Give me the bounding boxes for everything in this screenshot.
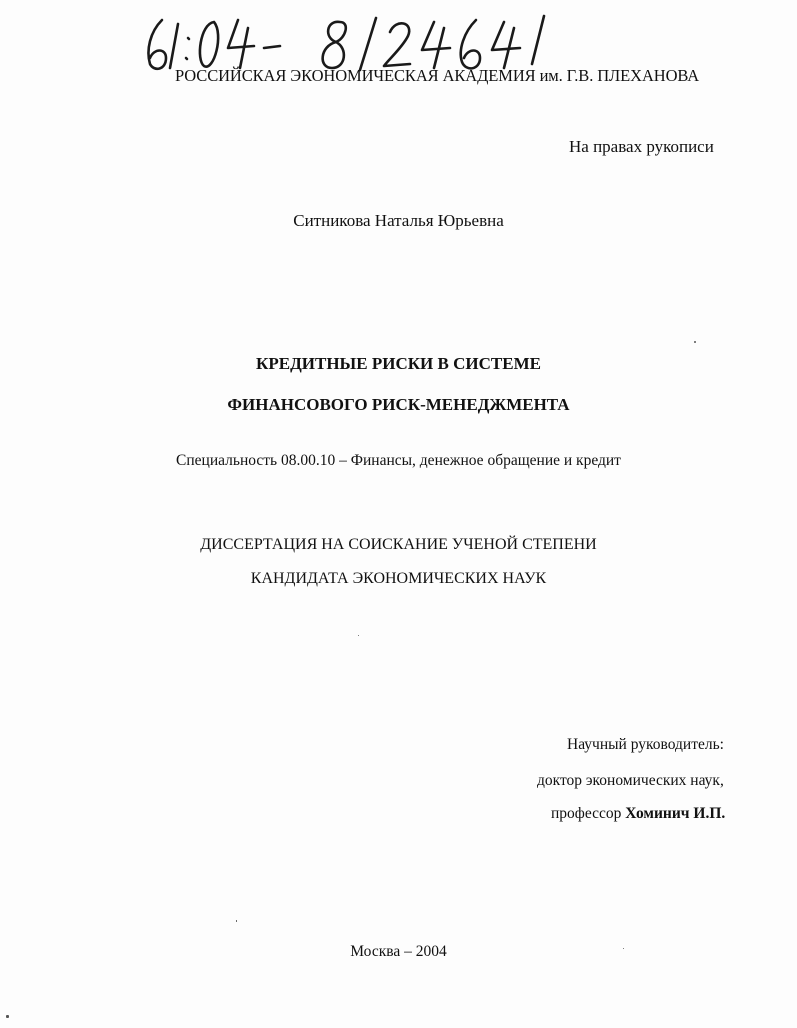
dissertation-degree-line-2: КАНДИДАТА ЭКОНОМИЧЕСКИХ НАУК [250, 570, 547, 587]
supervisor-title-prefix: профессор [551, 805, 622, 822]
thesis-title-line-1: КРЕДИТНЫЕ РИСКИ В СИСТЕМЕ [256, 354, 541, 373]
author-name: Ситникова Наталья Юрьевна [293, 211, 504, 230]
supervisor-degree: доктор экономических наук, [537, 772, 724, 789]
scan-speck [694, 341, 696, 343]
scan-speck [358, 635, 359, 636]
thesis-title-line-2: ФИНАНСОВОГО РИСК-МЕНЕДЖМЕНТА [227, 395, 570, 414]
supervisor-label: Научный руководитель: [567, 736, 724, 753]
scan-speck [623, 948, 624, 949]
dissertation-degree-line-1: ДИССЕРТАЦИЯ НА СОИСКАНИЕ УЧЕНОЙ СТЕПЕНИ [200, 536, 597, 553]
academy-name: РОССИЙСКАЯ ЭКОНОМИЧЕСКАЯ АКАДЕМИЯ им. Г.В. ПЛЕХАНОВА [175, 66, 700, 85]
city-year: Москва – 2004 [350, 943, 447, 960]
scan-speck [236, 920, 237, 922]
specialty-line: Специальность 08.00.10 – Финансы, денежное обращение и кредит [176, 452, 621, 469]
supervisor-name: Хоминич И.П. [625, 805, 726, 822]
manuscript-rights-note: На правах рукописи [569, 137, 714, 156]
handwritten-catalog-number [140, 14, 550, 74]
scan-speck [6, 1015, 9, 1018]
supervisor-name-line [551, 804, 725, 824]
